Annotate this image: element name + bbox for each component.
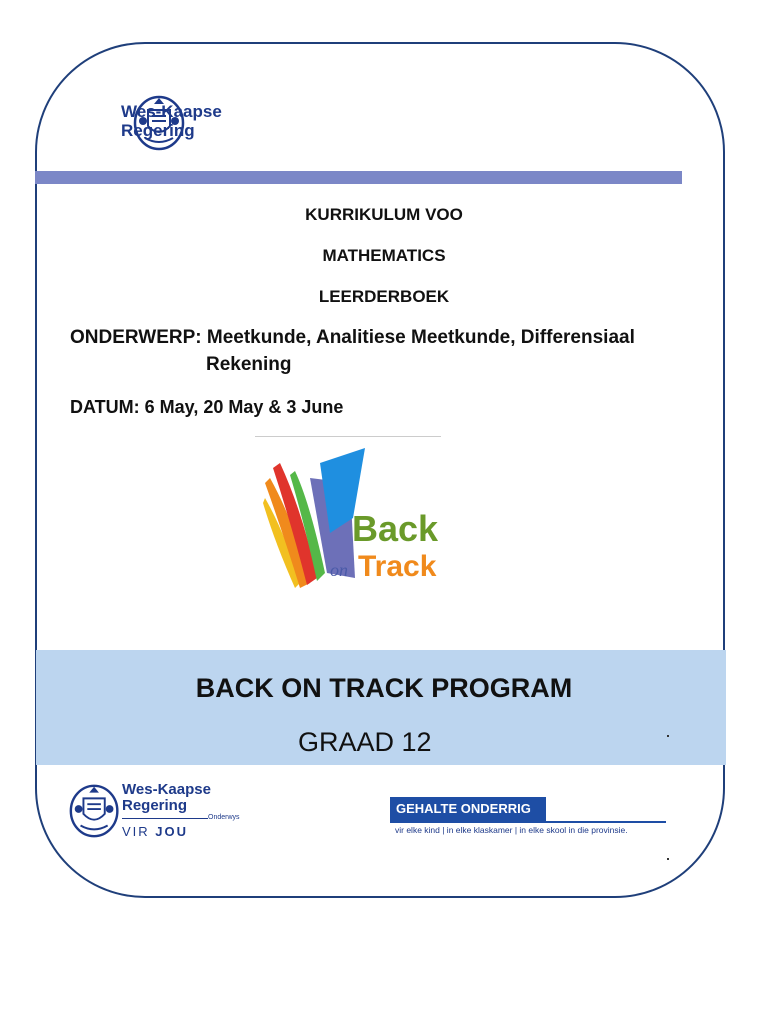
badge-underline — [390, 821, 666, 823]
separator-line — [255, 436, 441, 437]
footer-rule — [122, 818, 208, 819]
government-name: Wes-Kaapse Regering — [121, 102, 222, 140]
program-title: BACK ON TRACK PROGRAM — [195, 673, 573, 703]
back-on-track-logo — [255, 443, 440, 603]
logo-word-back: Back — [352, 508, 439, 549]
logo-word-on: on — [330, 560, 348, 580]
subject-heading: MATHEMATICS — [322, 246, 446, 265]
slogan-text: vir elke kind | in elke klaskamer | in elke skool in die provinsie. — [395, 825, 628, 835]
department-label: Onderwys — [208, 814, 240, 821]
logo-word-track: Track — [358, 550, 437, 583]
header-divider-bar — [35, 171, 682, 184]
topic-text: ONDERWERP: Meetkunde, Analitiese Meetkunde, Differensiaal Rekening — [70, 327, 635, 375]
vir-jou-tagline: VIR JOU — [122, 824, 189, 839]
stray-dot — [667, 858, 669, 860]
quality-teaching-badge: GEHALTE ONDERRIG — [390, 797, 546, 821]
footer-government-name: Wes-Kaapse Regering — [122, 781, 211, 814]
book-type-heading: LEERDERBOEK — [318, 287, 450, 306]
curriculum-heading: KURRIKULUM VOO — [305, 205, 463, 224]
stray-dot — [667, 735, 669, 737]
date-text: DATUM: 6 May, 20 May & 3 June — [70, 397, 344, 417]
grade-label: GRAAD 12 — [298, 727, 432, 757]
